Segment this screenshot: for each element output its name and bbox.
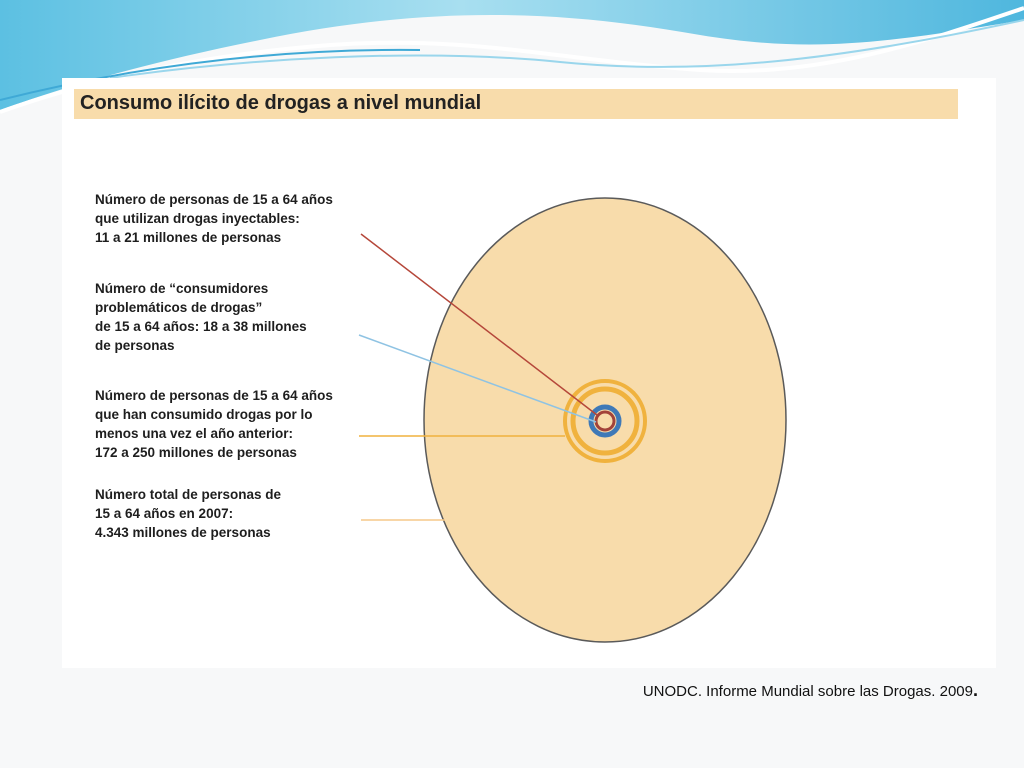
label-line: 4.343 millones de personas — [95, 525, 271, 540]
label-line: de 15 a 64 años: 18 a 38 millones — [95, 319, 307, 334]
label-line: Número de personas de 15 a 64 años — [95, 192, 333, 207]
label-line: 15 a 64 años en 2007: — [95, 506, 234, 521]
source-period: . — [972, 680, 978, 700]
label-line: 11 a 21 millones de personas — [95, 230, 282, 245]
label-line: Número total de personas de — [95, 487, 282, 502]
label-line: que utilizan drogas inyectables: — [95, 211, 300, 226]
source-text: UNODC. Informe Mundial sobre las Drogas. 2009 — [642, 683, 973, 700]
label-line: Número de personas de 15 a 64 años — [95, 388, 333, 403]
label-line: problemáticos de drogas” — [95, 300, 263, 315]
ring-injecting-users — [596, 412, 614, 430]
label-line: que han consumido drogas por lo — [95, 407, 313, 422]
source-citation — [643, 680, 978, 701]
label-line: Número de “consumidores — [95, 281, 269, 296]
page-title: Consumo ilícito de drogas a nivel mundial — [80, 92, 482, 114]
label-line: menos una vez el año anterior: — [95, 426, 294, 441]
label-line: de personas — [95, 338, 175, 353]
label-line: 172 a 250 millones de personas — [95, 445, 297, 460]
